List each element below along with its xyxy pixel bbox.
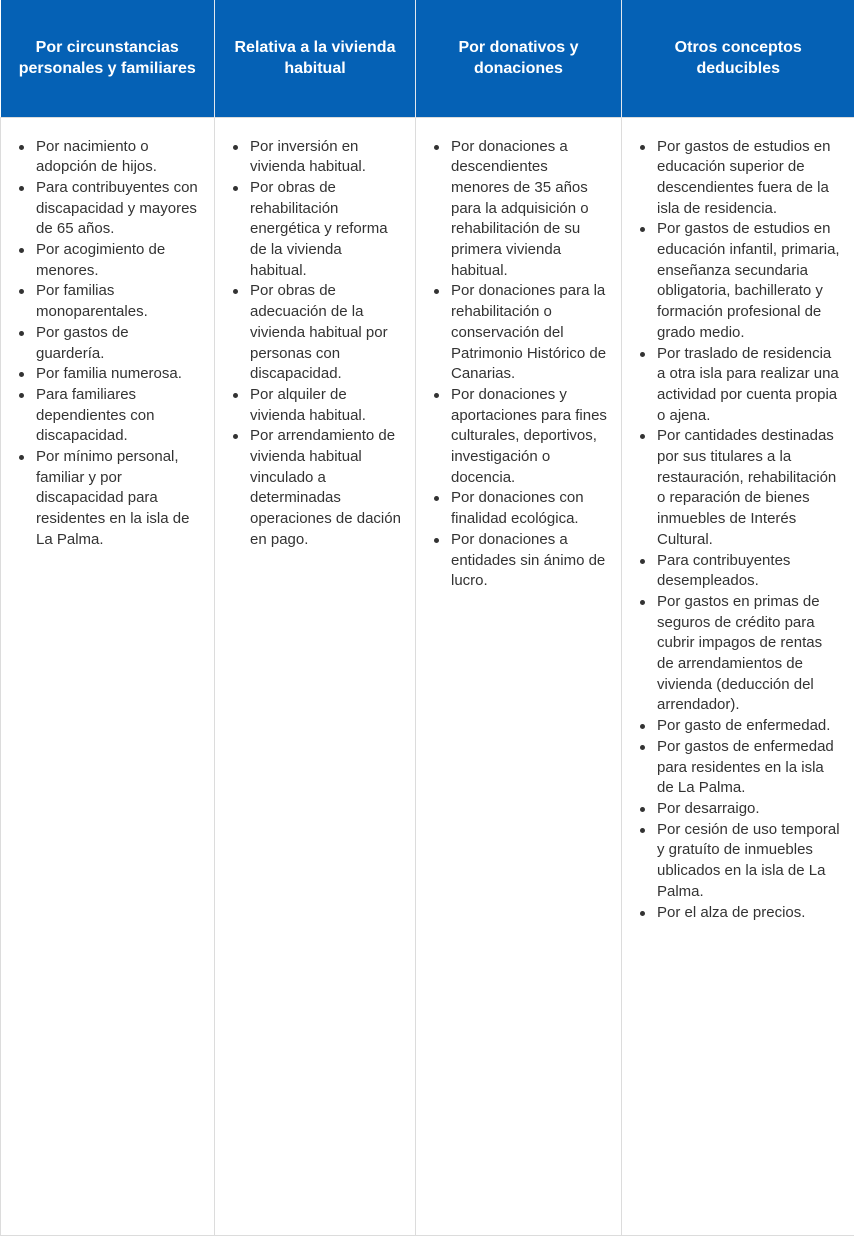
list-item: Por gastos de enfermedad para residentes en la isla de La Palma. bbox=[652, 737, 842, 799]
list-item: Por familia numerosa. bbox=[31, 364, 200, 385]
list-item: Por gastos de estudios en educación superior de descendientes fuera de la isla de residencia. bbox=[652, 137, 842, 220]
list-item: Por familias monoparentales. bbox=[31, 281, 200, 322]
list-item: Por donaciones con finalidad ecológica. bbox=[446, 488, 607, 529]
header-row bbox=[1, 0, 854, 117]
list-item: Por desarraigo. bbox=[652, 799, 842, 820]
list-item: Para familiares dependientes con discapacidad. bbox=[31, 385, 200, 447]
list-item: Por gastos de estudios en educación infantil, primaria, enseñanza secundaria obligatoria, bachillerato y formación profesional de grado medio. bbox=[652, 219, 842, 343]
deduction-list bbox=[215, 137, 415, 551]
column-housing bbox=[215, 117, 416, 1236]
list-item: Por donaciones para la rehabilitación o conservación del Patrimonio Histórico de Canarias. bbox=[446, 281, 607, 385]
list-item: Por donaciones a entidades sin ánimo de lucro. bbox=[446, 530, 607, 592]
list-item: Por donaciones a descendientes menores de 35 años para la adquisición o rehabilitación de su primera vivienda habitual. bbox=[446, 137, 607, 282]
list-item: Por cantidades destinadas por sus titulares a la restauración, rehabilitación o reparación de bienes inmuebles de Interés Cultural. bbox=[652, 426, 842, 550]
column-donations bbox=[416, 117, 622, 1236]
list-item: Por obras de rehabilitación energética y reforma de la vivienda habitual. bbox=[245, 178, 401, 282]
content-row bbox=[1, 117, 854, 1236]
list-item: Por donaciones y aportaciones para fines culturales, deportivos, investigación o docencia. bbox=[446, 385, 607, 489]
list-item: Por obras de adecuación de la vivienda habitual por personas con discapacidad. bbox=[245, 281, 401, 385]
deduction-list bbox=[1, 137, 214, 551]
list-item: Por acogimiento de menores. bbox=[31, 240, 200, 281]
list-item: Para contribuyentes con discapacidad y mayores de 65 años. bbox=[31, 178, 200, 240]
deduction-list bbox=[416, 137, 621, 592]
list-item: Por mínimo personal, familiar y por discapacidad para residentes en la isla de La Palma. bbox=[31, 447, 200, 551]
list-item: Por el alza de precios. bbox=[652, 903, 842, 924]
list-item: Por nacimiento o adopción de hijos. bbox=[31, 137, 200, 178]
deduction-list bbox=[622, 137, 854, 924]
list-item: Por gastos de guardería. bbox=[31, 323, 200, 364]
column-header-housing: Relativa a la vivienda habitual bbox=[215, 0, 416, 117]
list-item: Por gasto de enfermedad. bbox=[652, 716, 842, 737]
list-item: Por gastos en primas de seguros de crédito para cubrir impagos de rentas de arrendamientos de vivienda (deducción del arrendador). bbox=[652, 592, 842, 716]
list-item: Por inversión en vivienda habitual. bbox=[245, 137, 401, 178]
list-item: Por cesión de uso temporal y gratuíto de inmuebles ublicados en la isla de La Palma. bbox=[652, 820, 842, 903]
column-other bbox=[622, 117, 854, 1236]
column-personal bbox=[1, 117, 215, 1236]
column-header-donations: Por donativos y donaciones bbox=[416, 0, 622, 117]
list-item: Por alquiler de vivienda habitual. bbox=[245, 385, 401, 426]
list-item: Por traslado de residencia a otra isla para realizar una actividad por cuenta propia o ajena. bbox=[652, 344, 842, 427]
column-header-other: Otros conceptos deducibles bbox=[622, 0, 854, 117]
column-header-personal: Por circunstancias personales y familiares bbox=[1, 0, 215, 117]
list-item: Para contribuyentes desempleados. bbox=[652, 551, 842, 592]
list-item: Por arrendamiento de vivienda habitual vinculado a determinadas operaciones de dación en pago. bbox=[245, 426, 401, 550]
